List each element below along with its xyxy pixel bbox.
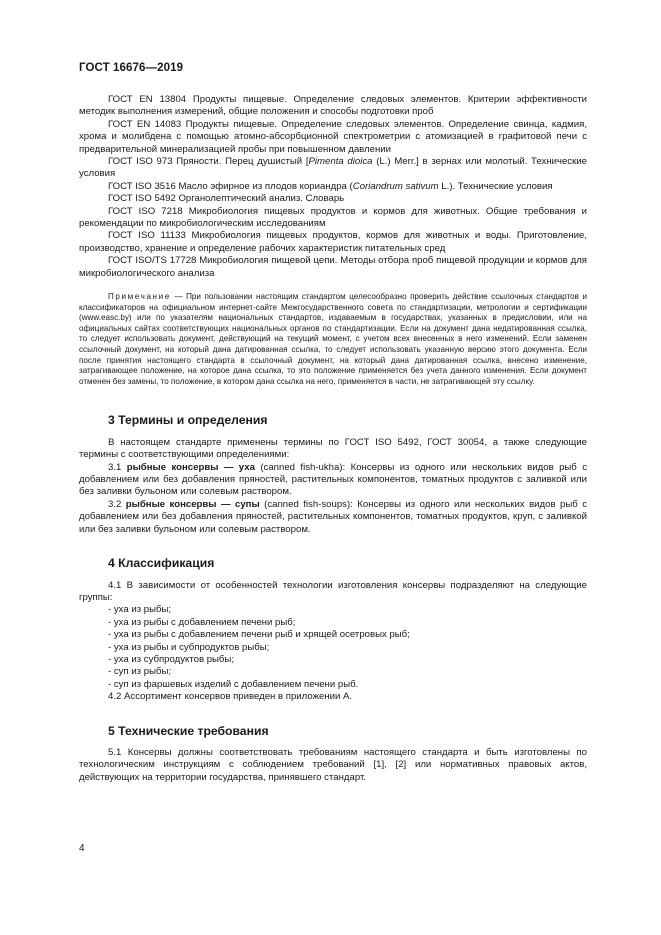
section-3-heading: 3 Термины и определения [108,413,268,428]
reference-item: ГОСТ ISO 3516 Масло эфирное из плодов кориандра (Coriandrum sativum L.). Технические условия [108,180,553,192]
section-4-1: 4.1 В зависимости от особенностей технологии изготовления консервы подразделяют на следующие группы: [79,579,587,603]
list-item: - уха из рыбы с добавлением печени рыб и хрящей осетровых рыб; [108,629,410,641]
page-header-title: ГОСТ 16676—2019 [79,62,184,74]
section-3-intro: В настоящем стандарте применены термины по ГОСТ ISO 5492, ГОСТ 30054, а также следующие термины с соответствующими определениями: [79,436,587,461]
reference-item: ГОСТ ISO 5492 Органолептический анализ. Словарь [108,193,345,205]
term-definition: (canned fish-soups): Консервы из одного или нескольких видов рыб с добавлением или без добавления пряностей, растительных компонентов, томатных продуктов, круп, с заливкой или без заливки бульоном или солевым раствором. [79,498,587,535]
reference-item: ГОСТ ISO/TS 17728 Микробиология пищевой цепи. Методы отбора проб пищевой продукции и кормов для микробиологического анализа [79,255,587,279]
section-5-heading: 5 Технические требования [108,723,269,738]
section-4-heading: 4 Классификация [108,556,215,571]
term-3-1: 3.1 рыбные консервы — уха (canned fish-ukha): Консервы из одного или нескольких видов рыб с добавлением или без добавления пряностей, растительных компонентов, томатных продуктов с заливкой или без заливки бульоном или солевым раствором. [79,461,587,498]
term-definition: (canned fish-ukha): Консервы из одного или нескольких видов рыб с добавлением или без добавления пряностей, растительных компонентов, томатных продуктов с заливкой или без заливки бульоном или солевым раствором. [79,461,587,498]
page-number: 4 [79,843,85,854]
reference-item: ГОСТ EN 13804 Продукты пищевые. Определение следовых элементов. Критерии эффективности методик выполнения измерений, общие положения и способы подготовки проб [79,94,587,118]
term-name: рыбные консервы — уха [126,461,255,473]
note-label: Примечание [108,292,171,302]
list-item: - уха из рыбы; [108,604,172,616]
reference-item: ГОСТ ISO 7218 Микробиология пищевых продуктов и кормов для животных. Общие требования и рекомендации по микробиологическим исследованиям [79,205,587,230]
note-text: — При пользовании настоящим стандартом целесообразно проверить действие ссылочных стандартов и классификаторов на официальном интернет-сайте Межгосударственного совета по стандартизации, метрологии и сертификации (www.easc.by) или по указателям национальных стандартов, издаваемым в государствах, указанных в предисловии, или на официальных сайтах соответствующих национальных органов по стандартизации. Если на документ дана недатированная ссылка, то следует использовать документ, действующий на текущий момент, с учетом всех внесенных в него изменений. Если заменен ссылочный документ, на который дана датированная ссылка, то следует использовать указанную версию этого документа. Если после принятия настоящего стандарта в ссылочный документ, на который дана датированная ссылка, внесено изменение, затрагивающее положение, на которое дана ссылка, то это положение применяется без учета данного изменения. Если документ отменен без замены, то положение, в котором дана ссылка на него, применяется в части, не затрагивающей эту ссылку. [79,292,587,386]
section-5-1: 5.1 Консервы должны соответствовать требованиям настоящего стандарта и быть изготовлены по технологическим инструкциям с соблюдением требований [1], [2] или нормативных правовых актов, действующих на территории государства, принявшего стандарт. [79,746,587,783]
reference-item: ГОСТ ISO 11133 Микробиология пищевых продуктов, кормов для животных и воды. Приготовление, производство, хранение и определение рабочих характеристик питательных сред [79,230,587,254]
list-item: - уха из рыбы с добавлением печени рыб; [108,616,296,628]
reference-item: ГОСТ ISO 973 Пряности. Перец душистый [Pimenta dioica (L.) Merr.] в зернах или молотый. Технические условия [79,156,587,180]
term-name: рыбные консервы — супы [125,498,260,510]
note-paragraph [79,292,587,387]
list-item: - суп из фаршевых изделий с добавлением печени рыб. [108,678,359,690]
section-4-2: 4.2 Ассортимент консервов приведен в приложении А. [108,691,353,703]
list-item: - уха из субпродуктов рыбы; [108,653,234,665]
list-item: - уха из рыбы и субпродуктов рыбы; [108,641,270,653]
reference-item: ГОСТ EN 14083 Продукты пищевые. Определение следовых элементов. Определение свинца, кадмия, хрома и молибдена с помощью атомно-абсорбционной спектрометрии с атомизацией в графитовой печи с предварительной минерализацией пробы при повышенном давлении [79,118,587,155]
list-item: - суп из рыбы; [108,666,172,678]
groups-list [79,604,587,691]
page-body [79,94,587,784]
term-3-2: 3.2 рыбные консервы — супы (canned fish-soups): Консервы из одного или нескольких видов рыб с добавлением или без добавления пряностей, растительных компонентов, томатных продуктов, круп, с заливкой или без заливки бульоном или солевым раствором. [79,498,587,535]
normative-references [79,94,587,280]
